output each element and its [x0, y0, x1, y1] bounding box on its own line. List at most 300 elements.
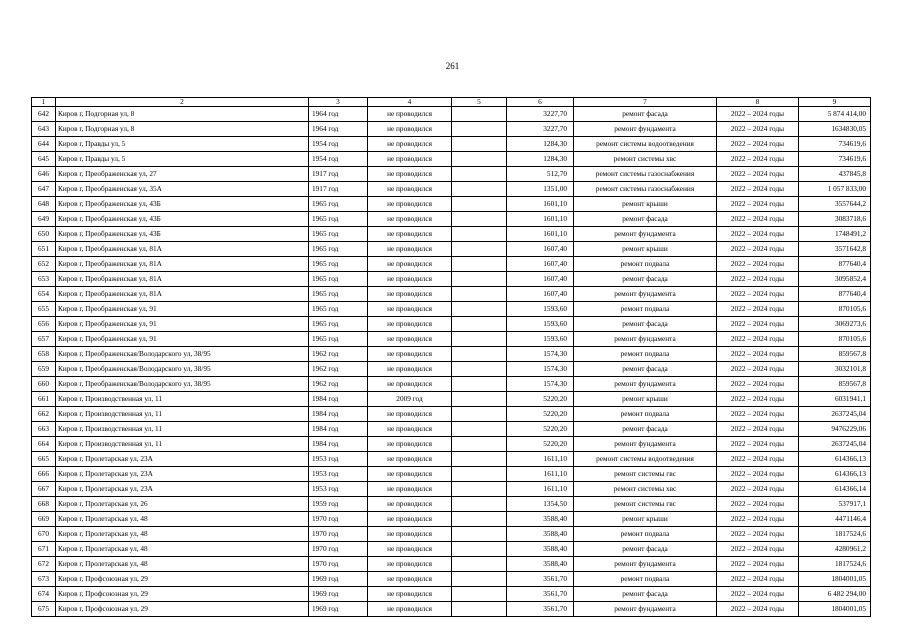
cell-build-year: 1959 год: [309, 497, 368, 512]
cell-row-number: 663: [32, 422, 56, 437]
cell-period: 2022 – 2024 годы: [717, 137, 799, 152]
cell-period: 2022 – 2024 годы: [717, 287, 799, 302]
cell-area: 1284,30: [507, 137, 574, 152]
cell-column-5: [452, 332, 507, 347]
cell-last-repair-year: не проводился: [368, 122, 452, 137]
cell-cost: 3095852,4: [799, 272, 871, 287]
cell-period: 2022 – 2024 годы: [717, 257, 799, 272]
cell-last-repair-year: не проводился: [368, 257, 452, 272]
table-row: [32, 497, 871, 512]
cell-period: 2022 – 2024 годы: [717, 437, 799, 452]
cell-build-year: 1965 год: [309, 302, 368, 317]
cell-address: Киров г, Преображенская ул, 91: [56, 302, 309, 317]
cell-area: 3588,40: [507, 557, 574, 572]
cell-last-repair-year: не проводился: [368, 197, 452, 212]
cell-work-type: ремонт фасада: [574, 362, 717, 377]
cell-last-repair-year: не проводился: [368, 287, 452, 302]
cell-area: 1607,40: [507, 257, 574, 272]
cell-build-year: 1984 год: [309, 392, 368, 407]
header-row: [32, 98, 871, 107]
cell-last-repair-year: не проводился: [368, 557, 452, 572]
cell-address: Киров г, Производственная ул, 11: [56, 422, 309, 437]
cell-cost: 3557644,2: [799, 197, 871, 212]
cell-work-type: ремонт фундамента: [574, 602, 717, 617]
cell-period: 2022 – 2024 годы: [717, 212, 799, 227]
cell-period: 2022 – 2024 годы: [717, 452, 799, 467]
cell-cost: 1804001,05: [799, 602, 871, 617]
cell-address: Киров г, Производственная ул, 11: [56, 392, 309, 407]
cell-period: 2022 – 2024 годы: [717, 392, 799, 407]
cell-build-year: 1962 год: [309, 362, 368, 377]
table-row: [32, 302, 871, 317]
cell-address: Киров г, Преображенская ул, 81А: [56, 257, 309, 272]
cell-work-type: ремонт подвала: [574, 572, 717, 587]
cell-period: 2022 – 2024 годы: [717, 347, 799, 362]
cell-build-year: 1965 год: [309, 332, 368, 347]
cell-build-year: 1965 год: [309, 272, 368, 287]
cell-row-number: 675: [32, 602, 56, 617]
cell-row-number: 672: [32, 557, 56, 572]
cell-address: Киров г, Преображенская ул, 81А: [56, 272, 309, 287]
cell-column-5: [452, 257, 507, 272]
cell-cost: 4280961,2: [799, 542, 871, 557]
cell-build-year: 1953 год: [309, 452, 368, 467]
cell-work-type: ремонт системы газоснабжения: [574, 182, 717, 197]
cell-build-year: 1965 год: [309, 197, 368, 212]
cell-cost: 437845,8: [799, 167, 871, 182]
cell-area: 1611,10: [507, 452, 574, 467]
cell-area: 1607,40: [507, 242, 574, 257]
cell-build-year: 1917 год: [309, 167, 368, 182]
cell-column-5: [452, 527, 507, 542]
cell-column-5: [452, 362, 507, 377]
table-row: [32, 137, 871, 152]
cell-period: 2022 – 2024 годы: [717, 107, 799, 122]
cell-work-type: ремонт фундамента: [574, 227, 717, 242]
cell-area: 1354,50: [507, 497, 574, 512]
cell-period: 2022 – 2024 годы: [717, 527, 799, 542]
cell-build-year: 1965 год: [309, 227, 368, 242]
table-body: [32, 107, 871, 617]
cell-period: 2022 – 2024 годы: [717, 122, 799, 137]
cell-work-type: ремонт крыши: [574, 242, 717, 257]
cell-last-repair-year: не проводился: [368, 167, 452, 182]
cell-build-year: 1969 год: [309, 572, 368, 587]
cell-build-year: 1969 год: [309, 587, 368, 602]
column-header: 6: [507, 98, 574, 107]
table-row: [32, 212, 871, 227]
cell-row-number: 673: [32, 572, 56, 587]
table-row: [32, 527, 871, 542]
column-header: 7: [574, 98, 717, 107]
cell-last-repair-year: не проводился: [368, 362, 452, 377]
cell-address: Киров г, Преображенская/Володарского ул, 38/95: [56, 347, 309, 362]
cell-column-5: [452, 287, 507, 302]
cell-area: 1607,40: [507, 287, 574, 302]
table-row: [32, 242, 871, 257]
cell-column-5: [452, 302, 507, 317]
cell-row-number: 646: [32, 167, 56, 182]
cell-period: 2022 – 2024 годы: [717, 332, 799, 347]
cell-period: 2022 – 2024 годы: [717, 572, 799, 587]
cell-column-5: [452, 212, 507, 227]
cell-work-type: ремонт фундамента: [574, 557, 717, 572]
cell-work-type: ремонт системы хвс: [574, 152, 717, 167]
cell-area: 1593,60: [507, 332, 574, 347]
cell-build-year: 1965 год: [309, 257, 368, 272]
cell-work-type: ремонт подвала: [574, 347, 717, 362]
cell-cost: 614366,14: [799, 482, 871, 497]
cell-work-type: ремонт фасада: [574, 272, 717, 287]
cell-address: Киров г, Преображенская ул, 35А: [56, 182, 309, 197]
cell-address: Киров г, Пролетарская ул, 48: [56, 542, 309, 557]
cell-row-number: 664: [32, 437, 56, 452]
cell-last-repair-year: не проводился: [368, 227, 452, 242]
cell-row-number: 656: [32, 317, 56, 332]
cell-address: Киров г, Пролетарская ул, 23А: [56, 482, 309, 497]
table-row: [32, 182, 871, 197]
cell-cost: 877640,4: [799, 257, 871, 272]
cell-address: Киров г, Правды ул, 5: [56, 152, 309, 167]
cell-work-type: ремонт крыши: [574, 512, 717, 527]
cell-area: 1607,40: [507, 272, 574, 287]
table-row: [32, 107, 871, 122]
cell-last-repair-year: не проводился: [368, 482, 452, 497]
cell-area: 5220,20: [507, 437, 574, 452]
cell-period: 2022 – 2024 годы: [717, 542, 799, 557]
column-header: 5: [452, 98, 507, 107]
cell-cost: 4471146,4: [799, 512, 871, 527]
cell-build-year: 1970 год: [309, 557, 368, 572]
table-row: [32, 272, 871, 287]
cell-address: Киров г, Преображенская/Володарского ул, 38/95: [56, 377, 309, 392]
cell-period: 2022 – 2024 годы: [717, 557, 799, 572]
cell-cost: 5 874 414,00: [799, 107, 871, 122]
cell-last-repair-year: не проводился: [368, 512, 452, 527]
table-row: [32, 422, 871, 437]
cell-area: 3227,70: [507, 107, 574, 122]
cell-row-number: 674: [32, 587, 56, 602]
cell-row-number: 661: [32, 392, 56, 407]
cell-area: 3227,70: [507, 122, 574, 137]
cell-area: 5220,20: [507, 407, 574, 422]
cell-last-repair-year: не проводился: [368, 317, 452, 332]
cell-work-type: ремонт фундамента: [574, 332, 717, 347]
cell-work-type: ремонт крыши: [574, 392, 717, 407]
cell-row-number: 666: [32, 467, 56, 482]
cell-cost: 870105,6: [799, 302, 871, 317]
cell-area: 3561,70: [507, 572, 574, 587]
cell-work-type: ремонт фундамента: [574, 377, 717, 392]
cell-cost: 734619,6: [799, 152, 871, 167]
cell-row-number: 658: [32, 347, 56, 362]
cell-period: 2022 – 2024 годы: [717, 272, 799, 287]
cell-work-type: ремонт фундамента: [574, 287, 717, 302]
cell-area: 1601,10: [507, 212, 574, 227]
cell-address: Киров г, Преображенская/Володарского ул, 38/95: [56, 362, 309, 377]
cell-last-repair-year: не проводился: [368, 602, 452, 617]
table-row: [32, 347, 871, 362]
cell-area: 5220,20: [507, 392, 574, 407]
cell-last-repair-year: не проводился: [368, 347, 452, 362]
cell-address: Киров г, Преображенская ул, 43Б: [56, 197, 309, 212]
cell-row-number: 659: [32, 362, 56, 377]
table-row: [32, 602, 871, 617]
cell-period: 2022 – 2024 годы: [717, 182, 799, 197]
cell-last-repair-year: не проводился: [368, 497, 452, 512]
cell-column-5: [452, 452, 507, 467]
cell-address: Киров г, Преображенская ул, 91: [56, 317, 309, 332]
cell-row-number: 667: [32, 482, 56, 497]
cell-row-number: 670: [32, 527, 56, 542]
cell-column-5: [452, 227, 507, 242]
cell-work-type: ремонт системы гвс: [574, 467, 717, 482]
cell-last-repair-year: не проводился: [368, 572, 452, 587]
cell-area: 1574,30: [507, 347, 574, 362]
cell-address: Киров г, Производственная ул, 11: [56, 437, 309, 452]
cell-last-repair-year: не проводился: [368, 542, 452, 557]
cell-address: Киров г, Преображенская ул, 43Б: [56, 227, 309, 242]
cell-row-number: 650: [32, 227, 56, 242]
cell-period: 2022 – 2024 годы: [717, 407, 799, 422]
cell-last-repair-year: не проводился: [368, 302, 452, 317]
table-row: [32, 437, 871, 452]
cell-column-5: [452, 182, 507, 197]
cell-address: Киров г, Пролетарская ул, 48: [56, 557, 309, 572]
cell-period: 2022 – 2024 годы: [717, 362, 799, 377]
repair-register-table: [31, 97, 871, 617]
cell-work-type: ремонт системы водоотведения: [574, 137, 717, 152]
cell-cost: 1 057 833,00: [799, 182, 871, 197]
cell-cost: 734619,6: [799, 137, 871, 152]
cell-row-number: 648: [32, 197, 56, 212]
cell-period: 2022 – 2024 годы: [717, 242, 799, 257]
cell-build-year: 1969 год: [309, 602, 368, 617]
cell-period: 2022 – 2024 годы: [717, 377, 799, 392]
cell-period: 2022 – 2024 годы: [717, 197, 799, 212]
cell-build-year: 1954 год: [309, 152, 368, 167]
cell-row-number: 654: [32, 287, 56, 302]
cell-work-type: ремонт фасада: [574, 107, 717, 122]
table-row: [32, 362, 871, 377]
cell-address: Киров г, Пролетарская ул, 48: [56, 527, 309, 542]
cell-period: 2022 – 2024 годы: [717, 302, 799, 317]
table-row: [32, 512, 871, 527]
cell-cost: 1634830,05: [799, 122, 871, 137]
cell-period: 2022 – 2024 годы: [717, 512, 799, 527]
cell-row-number: 653: [32, 272, 56, 287]
cell-period: 2022 – 2024 годы: [717, 467, 799, 482]
cell-last-repair-year: не проводился: [368, 332, 452, 347]
cell-period: 2022 – 2024 годы: [717, 167, 799, 182]
cell-area: 1351,00: [507, 182, 574, 197]
cell-cost: 870105,6: [799, 332, 871, 347]
cell-last-repair-year: не проводился: [368, 452, 452, 467]
cell-work-type: ремонт системы гвс: [574, 497, 717, 512]
cell-address: Киров г, Подгорная ул, 8: [56, 107, 309, 122]
cell-work-type: ремонт подвала: [574, 527, 717, 542]
cell-row-number: 655: [32, 302, 56, 317]
cell-build-year: 1954 год: [309, 137, 368, 152]
cell-period: 2022 – 2024 годы: [717, 497, 799, 512]
cell-column-5: [452, 482, 507, 497]
cell-column-5: [452, 122, 507, 137]
table-row: [32, 482, 871, 497]
table-row: [32, 332, 871, 347]
cell-row-number: 668: [32, 497, 56, 512]
cell-last-repair-year: не проводился: [368, 152, 452, 167]
cell-column-5: [452, 602, 507, 617]
cell-cost: 1817524,6: [799, 557, 871, 572]
table-row: [32, 542, 871, 557]
cell-cost: 1804001,05: [799, 572, 871, 587]
cell-build-year: 1984 год: [309, 407, 368, 422]
cell-area: 1601,10: [507, 227, 574, 242]
cell-address: Киров г, Профсоюзная ул, 29: [56, 572, 309, 587]
cell-area: 3588,40: [507, 542, 574, 557]
cell-build-year: 1953 год: [309, 482, 368, 497]
cell-address: Киров г, Пролетарская ул, 23А: [56, 452, 309, 467]
table-row: [32, 122, 871, 137]
cell-area: 1593,60: [507, 317, 574, 332]
cell-period: 2022 – 2024 годы: [717, 422, 799, 437]
cell-row-number: 662: [32, 407, 56, 422]
cell-row-number: 649: [32, 212, 56, 227]
cell-work-type: ремонт системы хвс: [574, 482, 717, 497]
cell-build-year: 1965 год: [309, 212, 368, 227]
cell-last-repair-year: не проводился: [368, 242, 452, 257]
cell-column-5: [452, 497, 507, 512]
cell-area: 3561,70: [507, 602, 574, 617]
cell-column-5: [452, 137, 507, 152]
cell-row-number: 647: [32, 182, 56, 197]
table-row: [32, 392, 871, 407]
column-header: 3: [309, 98, 368, 107]
cell-row-number: 657: [32, 332, 56, 347]
cell-address: Киров г, Подгорная ул, 8: [56, 122, 309, 137]
cell-build-year: 1962 год: [309, 377, 368, 392]
cell-work-type: ремонт фасада: [574, 212, 717, 227]
table-row: [32, 587, 871, 602]
cell-cost: 3069273,6: [799, 317, 871, 332]
cell-column-5: [452, 437, 507, 452]
cell-period: 2022 – 2024 годы: [717, 152, 799, 167]
cell-address: Киров г, Пролетарская ул, 48: [56, 512, 309, 527]
cell-area: 1574,30: [507, 377, 574, 392]
cell-address: Киров г, Преображенская ул, 43Б: [56, 212, 309, 227]
cell-cost: 6031941,1: [799, 392, 871, 407]
cell-cost: 614366,13: [799, 467, 871, 482]
cell-period: 2022 – 2024 годы: [717, 317, 799, 332]
cell-period: 2022 – 2024 годы: [717, 227, 799, 242]
cell-last-repair-year: не проводился: [368, 212, 452, 227]
cell-area: 1574,30: [507, 362, 574, 377]
cell-cost: 537917,1: [799, 497, 871, 512]
table-row: [32, 287, 871, 302]
cell-address: Киров г, Преображенская ул, 91: [56, 332, 309, 347]
cell-address: Киров г, Профсоюзная ул, 29: [56, 587, 309, 602]
cell-address: Киров г, Пролетарская ул, 23А: [56, 467, 309, 482]
cell-period: 2022 – 2024 годы: [717, 587, 799, 602]
cell-row-number: 665: [32, 452, 56, 467]
cell-cost: 6 482 294,00: [799, 587, 871, 602]
cell-cost: 1817524,6: [799, 527, 871, 542]
cell-build-year: 1964 год: [309, 107, 368, 122]
table-row: [32, 152, 871, 167]
cell-row-number: 643: [32, 122, 56, 137]
cell-area: 1611,10: [507, 467, 574, 482]
cell-row-number: 660: [32, 377, 56, 392]
cell-build-year: 1953 год: [309, 467, 368, 482]
cell-row-number: 652: [32, 257, 56, 272]
cell-column-5: [452, 572, 507, 587]
cell-build-year: 1965 год: [309, 317, 368, 332]
cell-build-year: 1964 год: [309, 122, 368, 137]
cell-column-5: [452, 377, 507, 392]
cell-cost: 2637245,04: [799, 407, 871, 422]
cell-area: 3561,70: [507, 587, 574, 602]
cell-build-year: 1984 год: [309, 422, 368, 437]
cell-cost: 2637245,04: [799, 437, 871, 452]
table-row: [32, 407, 871, 422]
cell-cost: 3571642,8: [799, 242, 871, 257]
column-header: 2: [56, 98, 309, 107]
cell-last-repair-year: не проводился: [368, 527, 452, 542]
table-row: [32, 197, 871, 212]
cell-column-5: [452, 317, 507, 332]
cell-cost: 3083718,6: [799, 212, 871, 227]
cell-period: 2022 – 2024 годы: [717, 602, 799, 617]
column-header: 1: [32, 98, 56, 107]
cell-address: Киров г, Правды ул, 5: [56, 137, 309, 152]
cell-area: 3588,40: [507, 527, 574, 542]
cell-last-repair-year: не проводился: [368, 137, 452, 152]
cell-column-5: [452, 542, 507, 557]
table-row: [32, 167, 871, 182]
table-row: [32, 227, 871, 242]
cell-column-5: [452, 587, 507, 602]
cell-area: 5220,20: [507, 422, 574, 437]
cell-column-5: [452, 467, 507, 482]
cell-work-type: ремонт системы водоотведения: [574, 452, 717, 467]
cell-row-number: 669: [32, 512, 56, 527]
table-row: [32, 452, 871, 467]
column-header: 4: [368, 98, 452, 107]
cell-column-5: [452, 197, 507, 212]
cell-column-5: [452, 272, 507, 287]
cell-area: 1284,30: [507, 152, 574, 167]
cell-last-repair-year: не проводился: [368, 467, 452, 482]
cell-column-5: [452, 407, 507, 422]
cell-period: 2022 – 2024 годы: [717, 482, 799, 497]
cell-cost: 3032101,8: [799, 362, 871, 377]
cell-address: Киров г, Производственная ул, 11: [56, 407, 309, 422]
cell-area: 3588,40: [507, 512, 574, 527]
cell-build-year: 1965 год: [309, 287, 368, 302]
cell-work-type: ремонт системы газоснабжения: [574, 167, 717, 182]
cell-work-type: ремонт фасада: [574, 542, 717, 557]
cell-address: Киров г, Профсоюзная ул, 29: [56, 602, 309, 617]
table-row: [32, 572, 871, 587]
cell-build-year: 1917 год: [309, 182, 368, 197]
cell-build-year: 1970 год: [309, 512, 368, 527]
cell-column-5: [452, 107, 507, 122]
cell-work-type: ремонт фасада: [574, 422, 717, 437]
table-row: [32, 557, 871, 572]
table-row: [32, 377, 871, 392]
cell-work-type: ремонт фасада: [574, 317, 717, 332]
cell-last-repair-year: не проводился: [368, 422, 452, 437]
